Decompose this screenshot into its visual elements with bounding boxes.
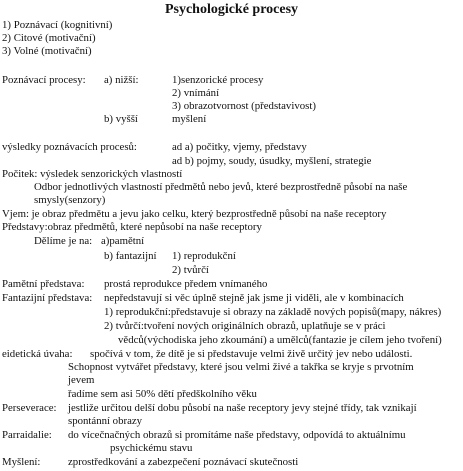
parraidalie-label: Parraidalie: [2,429,52,441]
mysleni-label: Myšlení: [2,456,41,468]
pametni-label: Pamětní představa: [2,278,85,290]
perseverace-label: Perseverace: [2,402,57,414]
pocitek-line-3: smysly(senzory) [34,194,106,206]
mysleni-text: zprostředkování a zabezpečení poznávací skutečnosti [68,456,299,468]
eideticka-line-3: jevem [68,374,95,386]
nizsi-item-2: 2) vnímání [172,87,220,99]
intro-item-emotional: 2) Citové (motivační) [2,32,96,44]
pametni-text: prostá reprodukce předem vnímaného [104,278,268,290]
vysledky-b: ad b) pojmy, soudy, úsudky, myšlení, strategie [172,155,372,167]
eideticka-label: eidetická úvaha: [2,348,73,360]
poznavaci-a-label: a) nižší: [104,74,139,86]
fantazijni-line-2: 1) reprodukční:představuje si obrazy na základě nových popisů(mapy, nákres) [104,306,442,318]
intro-item-cognitive: 1) Poznávací (kognitivní) [2,19,113,31]
perseverace-line-1: jestliže určitou delší dobu působí na naše receptory jevy stejné třídy, tak vznikají [68,402,417,414]
predstavy-delime: Dělíme je na: [34,235,93,247]
fantazijni-line-1: nepředstavují si věc úplně stejně jak jsme ji viděli, ale v kombinacích [104,292,404,304]
page-title: Psychologické procesy [164,2,299,17]
predstavy-a: a)pamětní [101,235,145,247]
nizsi-item-1: 1)senzorické procesy [172,74,264,86]
pocitek-line-2: Odbor jednotlivých vlastností předmětů nebo jevů, které bezprostředně působí na naše [34,181,408,193]
predstavy-b1: 1) reprodukční [172,250,236,262]
pocitek-line-1: Počitek: výsledek senzorických vlastností [2,168,183,180]
vjem-line: Vjem: je obraz předmětu a jevu jako celku, který bezprostředně působí na naše receptory [2,208,387,220]
vysledky-label: výsledky poznávacích procesů: [2,141,137,153]
poznavaci-label: Poznávací procesy: [2,74,86,86]
fantazijni-label: Fantazijní představa: [2,292,93,304]
fantazijni-line-3: 2) tvůrčí:tvoření nových originálních obrazů, uplatňuje se v práci [104,320,386,332]
predstavy-b2: 2) tvůrčí [172,264,209,276]
parraidalie-line-1: do vícečnačných obrazů si promítáme naše představy, odpovídá to aktuálnímu [68,429,406,441]
perseverace-line-2: spontánní obrazy [68,415,143,427]
poznavaci-b-label: b) vyšší [104,113,138,125]
predstavy-b: b) fantazijní [104,250,157,262]
fantazijni-line-4: vědců(východiska jeho zkoumání) a umělců(fantazie je cílem jeho tvoření) [118,334,442,346]
nizsi-item-3: 3) obrazotvornost (představivost) [172,100,316,112]
predstavy-line-1: Představy:obraz předmětů, které nepůsobí na naše receptory [2,221,262,233]
eideticka-line-4: řadíme sem asi 50% dětí předškolního věku [68,388,257,400]
parraidalie-line-2: psychickému stavu [110,442,193,454]
intro-item-volitional: 3) Volné (motivační) [2,45,92,57]
eideticka-line-2: Schopnost vytvářet představy, které jsou velmi živé a takřka se kryje s prvotním [68,361,414,373]
eideticka-line-1: spočívá v tom, že dítě je si představuje velmi živě určitý jev nebo události. [90,348,413,360]
vysledky-a: ad a) počitky, vjemy, představy [172,141,307,153]
vyssi-item: myšlení [172,113,207,125]
